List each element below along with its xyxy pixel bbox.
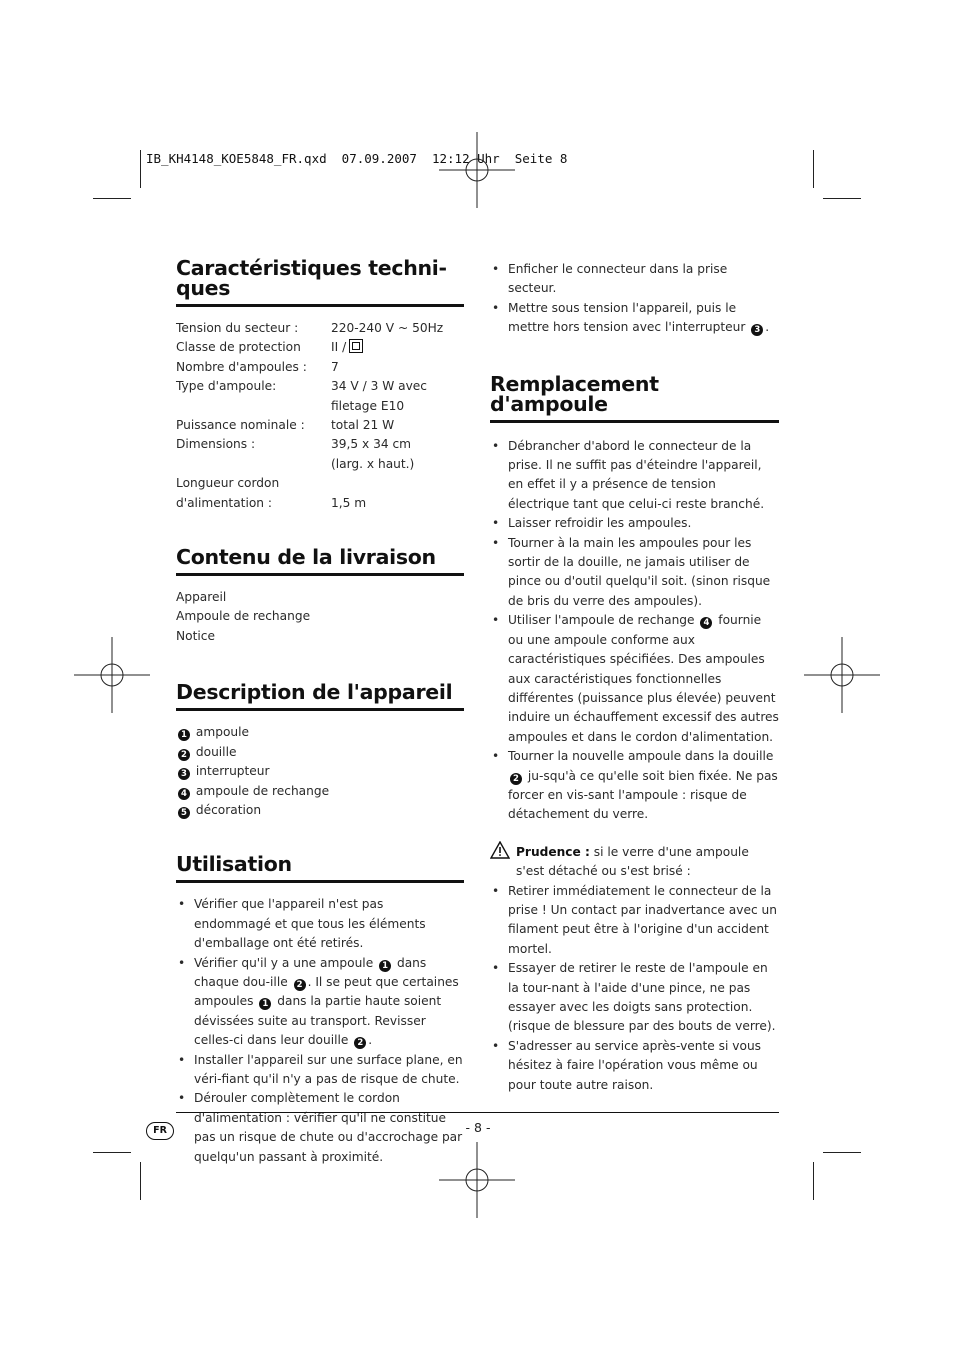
table-row: Tension du secteur : 220-240 V ~ 50Hz (176, 321, 444, 335)
language-badge: FR (146, 1122, 174, 1140)
list-item: • Installer l'appareil sur une surface plane, en véri-fiant qu'il n'y a pas de risque de chute. (176, 1051, 464, 1090)
replace-list (490, 437, 779, 825)
number-badge-icon: 1 (259, 998, 271, 1010)
usage-heading: Utilisation (176, 854, 464, 883)
number-badge-icon: 3 (178, 768, 190, 780)
list-item: • Essayer de retirer le reste de l'ampoule en la tour-nant à l'aide d'une pince, ne pas essayer avec les doigts sans protection. (risque de blessure par des bouts de verre). (490, 959, 779, 1037)
right-column (490, 260, 779, 1095)
number-badge-icon: 1 (178, 729, 190, 741)
list-item: 5 décoration (176, 801, 464, 820)
crop-mark (93, 198, 131, 199)
registration-mark-icon (439, 132, 515, 208)
print-slug: IB_KH4148_KOE5848_FR.qxd 07.09.2007 12:12 Uhr Seite 8 (146, 151, 568, 166)
crop-mark (140, 150, 141, 188)
number-badge-icon: 2 (294, 979, 306, 991)
power-list (490, 260, 779, 338)
left-column (176, 258, 464, 1167)
table-row: (larg. x haut.) (331, 456, 415, 471)
warning-triangle-icon (490, 841, 510, 859)
number-badge-icon: 2 (510, 773, 522, 785)
footer-rule (176, 1112, 779, 1113)
number-badge-icon: 4 (178, 788, 190, 800)
crop-mark (823, 198, 861, 199)
table-row: Dimensions : 39,5 x 34 cm (176, 437, 412, 452)
contents-list (176, 588, 464, 646)
list-item: 3 interrupteur (176, 762, 464, 781)
registration-mark-icon (74, 637, 150, 713)
list-item: • Mettre sous tension l'appareil, puis le mettre hors tension avec l'interrupteur 3 . (490, 299, 779, 338)
crop-mark (93, 1152, 131, 1153)
number-badge-icon: 2 (354, 1037, 366, 1049)
table-row: Puissance nominale : total 21 W (176, 418, 395, 433)
description-list (176, 723, 464, 820)
number-badge-icon: 1 (379, 960, 391, 972)
list-item: • Utiliser l'ampoule de rechange 4 fournie ou une ampoule conforme aux caractéristiques spécifiées. Des ampoules aux caractéristiques fonctionnelles différentes (puissance plus élevée) peuvent induire un échauffement excessif des autres ampoules et dans le cordon d'alimentation. (490, 611, 779, 747)
list-item: • Retirer immédiatement le connecteur de la prise ! Un contact par inadvertance avec un filament peut être à l'origine d'un accident mortel. (490, 882, 779, 960)
table-row: Nombre d'ampoules : 7 (176, 359, 339, 374)
number-badge-icon: 4 (700, 617, 712, 629)
crop-mark (140, 1162, 141, 1200)
double-insulation-icon (349, 339, 363, 353)
list-item: • Vérifier que l'appareil n'est pas endommagé et que tous les éléments d'emballage ont été retirés. (176, 895, 464, 953)
replace-heading: Remplacement d'ampoule (490, 374, 779, 423)
list-item: • Tourner la nouvelle ampoule dans la douille 2 ju-squ'à ce qu'elle soit bien fixée. Ne pas forcer en vis-sant l'ampoule : risque de détachement du verre. (490, 747, 779, 825)
number-badge-icon: 3 (751, 324, 763, 336)
usage-list (176, 895, 464, 1167)
list-item: • Laisser refroidir les ampoules. (490, 514, 779, 533)
table-row: Classe de protection II / (176, 338, 443, 357)
table-row: Type d'ampoule: 34 V / 3 W avec (176, 379, 428, 394)
list-item: 2 douille (176, 743, 464, 762)
description-heading: Description de l'appareil (176, 682, 464, 711)
table-row: d'alimentation : 1,5 m (176, 495, 367, 510)
list-item: 1 ampoule (176, 723, 464, 742)
list-item: Appareil (176, 590, 227, 605)
table-row: filetage E10 (331, 398, 405, 413)
list-item: • Dérouler complètement le cordon d'alimentation : vérifier qu'il ne constitue pas un risque de chute ou d'accrochage par quelqu'un passant à proximité. (176, 1089, 464, 1167)
list-item: • Tourner à la main les ampoules pour les sortir de la douille, ne jamais utiliser de pince ou d'outil quelqu'il soit. (sinon risque de bris du verre des ampoules). (490, 534, 779, 612)
list-item: • Vérifier qu'il y a une ampoule 1 dans chaque dou-ille 2 . Il se peut que certaines ampoules 1 dans la partie haute soient dévissées suite au transport. Revisser celles-ci dans leur douille 2 . (176, 954, 464, 1051)
crop-mark (813, 150, 814, 188)
list-item: • Enficher le connecteur dans la prise secteur. (490, 260, 779, 299)
list-item: Notice (176, 628, 215, 643)
contents-heading: Contenu de la livraison (176, 547, 464, 576)
list-item: • Débrancher d'abord le connecteur de la prise. Il ne suffit pas d'éteindre l'appareil, en effet il y a présence de tension électrique tant que celui-ci reste branché. (490, 437, 779, 515)
specs-table (176, 319, 443, 513)
number-badge-icon: 5 (178, 807, 190, 819)
warning-block: Prudence : si le verre d'une ampoule s'est détaché ou s'est brisé : (490, 843, 779, 882)
page-number: - 8 - (465, 1120, 491, 1135)
crop-mark (813, 1162, 814, 1200)
number-badge-icon: 2 (178, 749, 190, 761)
registration-mark-icon (804, 637, 880, 713)
list-item: Ampoule de rechange (176, 609, 311, 624)
list-item: • S'adresser au service après-vente si vous hésitez à faire l'opération vous même ou pour toute autre raison. (490, 1037, 779, 1095)
crop-mark (823, 1152, 861, 1153)
specs-heading: Caractéristiques techni- ques (176, 258, 464, 307)
warning-list (490, 882, 779, 1095)
list-item: 4 ampoule de rechange (176, 782, 464, 801)
table-row: Longueur cordon (176, 476, 280, 491)
